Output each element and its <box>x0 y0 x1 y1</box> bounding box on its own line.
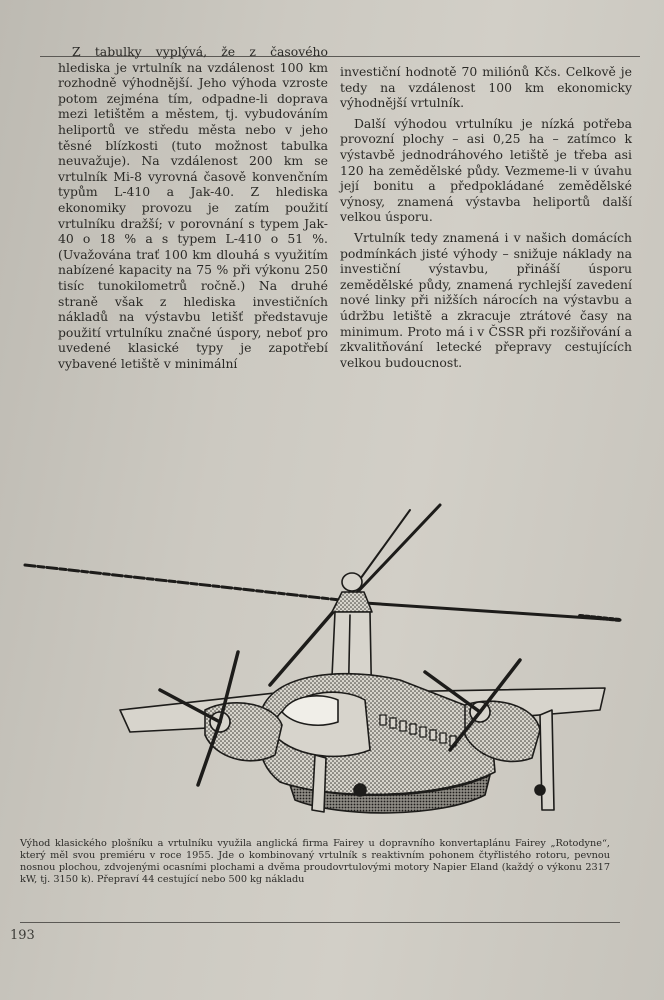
paragraph: Další výhodou vrtulníku je nízká potřeba provozní plochy – asi 0,25 ha – zatímco k výstavbě jednodráhového letiště je třeba asi 120 ha zemědělské půdy. Vezmeme-li v úvahu její bonitu a předpokládané zemědělské výnosy, znamená výstavba heliportů další velkou úsporu. <box>340 115 632 225</box>
page-number: 193 <box>10 928 35 943</box>
rotodyne-illustration <box>20 500 630 830</box>
figure-caption: Výhod klasického plošníku a vrtulníku využila anglická firma Fairey u dopravního konvertaplánu Fairey „Rotodyne“, který měl svou premiéru v roce 1955. Jde o kombinovaný vrtulník s reaktivním pohonem čtyřlistého rotoru, pevnou nosnou plochou, zdvojenými ocasními plochami a dvěma proudovrtulovými motory Napier Eland (každý o výkonu 2317 kW, tj. 3150 k). Přepraví 44 cestující nebo 500 kg nákladu <box>20 838 610 885</box>
right-text-column <box>340 64 632 370</box>
left-text-column <box>58 44 328 371</box>
paragraph: investiční hodnotě 70 miliónů Kčs. Celkově je tedy na vzdálenost 100 km ekonomicky výhodnější vrtulník. <box>340 64 632 111</box>
bottom-rule <box>20 922 620 923</box>
paragraph: Vrtulník tedy znamená i v našich domácích podmínkách jisté výhody – snižuje náklady na investiční výstavbu, přináší úsporu zemědělské půdy, znamená rychlejší zavedení nové linky při nižších nárocích na výstavbu a údržbu letiště a zkracuje ztrátové časy na minimum. Proto má i v ČSSR při rozšiřování a zkvalitňování letecké přepravy cestujících velkou budoucnost. <box>340 229 632 370</box>
paragraph: Z tabulky vyplývá, že z časového hlediska je vrtulník na vzdálenost 100 km rozhodně výhodnější. Jeho výhoda vzroste potom zejména tím, odpadne-li doprava mezi letištěm a městem, tj. vybudováním heliportů ve středu města nebo v jeho těsné blízkosti (tuto možnost tabulka neuvažuje). Na vzdálenost 200 km se vrtulník Mi-8 vyrovná časově konvenčním typům L-410 a Jak-40. Z hlediska ekonomiky provozu je zatím použití vrtulníku dražší; v porovnání s typem Jak-40 o 18 % a s typem L-410 o 51 %. (Uvažována trať 100 km dlouhá s využitím nabízené kapacity na 75 % při výkonu 250 tisíc tunokilometrů ročně.) Na druhé straně však z hlediska investičních nákladů na výstavbu letišť představuje použití vrtulníku značné úspory, neboť pro uvedené klasické typy je zapotřebí vybavené letiště v minimální <box>58 44 328 371</box>
